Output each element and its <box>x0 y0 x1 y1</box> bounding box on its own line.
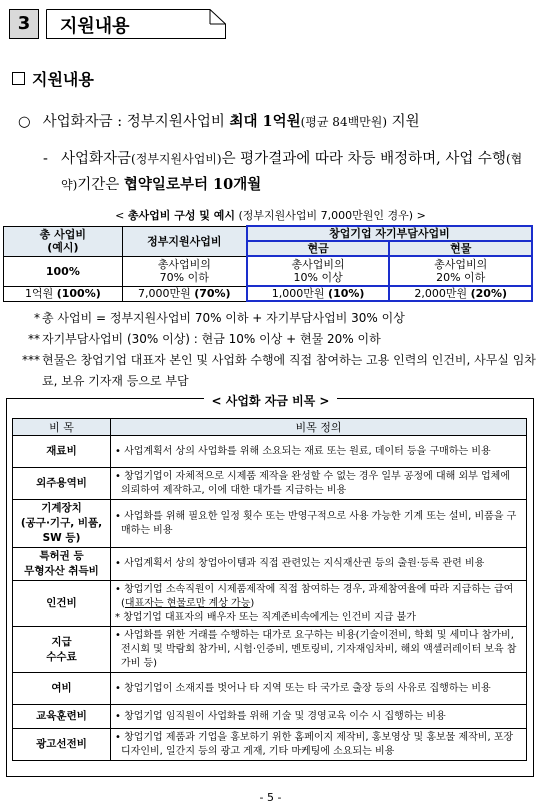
section-title: 지원내용 <box>60 16 130 37</box>
allocation-period: 협약일로부터 10개월 <box>123 176 262 193</box>
expense-name: 기계장치 (공구·기구, 비품, SW 등) <box>13 500 111 548</box>
budget-table <box>3 225 533 302</box>
header-total: 총 사업비 (예시) <box>4 226 123 256</box>
ratio-gov: 총사업비의 70% 이하 <box>122 256 247 286</box>
header-item: 비 목 <box>13 419 111 436</box>
budget-notes <box>12 308 537 392</box>
checkbox-icon <box>12 72 25 85</box>
amount-cash: 1,000만원 (10%) <box>247 286 390 301</box>
expense-desc: • 사업화를 위한 거래를 수행하는 대가로 요구하는 비용(기술이전비, 학회 및 세미나 참가비, 전시회 및 박람회 참가비, 시험·인증비, 멘토링비, 기자재임차비, 해외 액셀러레이터 보육 참가비 등) <box>111 627 527 673</box>
amount-gov: 7,000만원 (70%) <box>122 286 247 301</box>
funding-line-pre: 사업화자금 : 정부지원사업비 <box>42 114 230 130</box>
expense-desc: • 창업기업이 자체적으로 시제품 제작을 완성할 수 없는 경우 일부 공정에 대해 외부 업체에 의뢰하여 제작하고, 이에 대한 대가를 지급하는 비용 <box>111 468 527 500</box>
expense-name: 인건비 <box>13 581 111 627</box>
ratio-total: 100% <box>4 256 123 286</box>
funding-line-average: (평균 84백만원) <box>300 115 388 129</box>
expense-name: 교육훈련비 <box>13 705 111 729</box>
section-title-box <box>46 9 226 39</box>
amount-total: 1억원 (100%) <box>4 286 123 301</box>
page-number: - 5 - <box>259 791 282 804</box>
expense-desc: • 사업계획서 상의 창업아이템과 직접 관련있는 지식재산권 등의 출원·등록 관련 비용 <box>111 548 527 581</box>
expense-name: 지급 수수료 <box>13 627 111 673</box>
note-3: *** 현물은 창업기업 대표자 본인 및 사업화 수행에 직접 참여하는 고용 인력의 인건비, 사무실 임차료, 보유 기자재 등으로 부담 <box>22 353 536 388</box>
expense-table <box>12 418 527 761</box>
support-heading <box>12 67 94 90</box>
funding-line <box>18 110 420 131</box>
dash-bullet: - <box>43 151 48 167</box>
expense-desc: • 사업계획서 상의 사업화를 위해 소요되는 재료 또는 원료, 데이터 등을 구매하는 비용 <box>111 436 527 468</box>
expense-name: 특허권 등 무형자산 취득비 <box>13 548 111 581</box>
expense-desc: • 창업기업 임직원이 사업화를 위해 기술 및 경영교육 이수 시 집행하는 비용 <box>111 705 527 729</box>
note-2: ** 자기부담사업비 (30% 이상) : 현금 10% 이상 + 현물 20% 이하 <box>28 332 381 346</box>
section-number: 3 <box>9 9 39 39</box>
expense-desc: • 창업기업 소속직원이 시제품제작에 직접 참여하는 경우, 과제참여율에 따라 지급하는 급여 (대표자는 현물로만 계상 가능) * 창업기업 대표자의 배우자 또는 직계존비속에게는 인건비 지급 불가 <box>111 581 527 627</box>
expense-desc: • 창업기업 제품과 기업을 홍보하기 위한 홈페이지 제작비, 홍보영상 및 홍보물 제작비, 포장 디자인비, 일간지 등의 광고 게재, 기타 마케팅에 소요되는 비용 <box>111 729 527 761</box>
allocation-line <box>43 146 533 198</box>
funding-line-max: 최대 1억원 <box>229 113 301 130</box>
header-kind: 현물 <box>389 241 532 256</box>
budget-table-title: < 총사업비 구성 및 예시 (정부지원사업비 7,000만원인 경우) > <box>115 209 426 222</box>
header-self: 창업기업 자기부담사업비 <box>247 226 532 241</box>
note-1: * 총 사업비 = 정부지원사업비 70% 이하 + 자기부담사업비 30% 이상 <box>34 311 405 325</box>
header-cash: 현금 <box>247 241 390 256</box>
ratio-cash: 총사업비의 10% 이상 <box>247 256 390 286</box>
expense-desc: • 창업기업이 소재지를 벗어나 타 지역 또는 타 국가로 출장 등의 사유로 집행하는 비용 <box>111 673 527 705</box>
expense-name: 여비 <box>13 673 111 705</box>
expense-name: 광고선전비 <box>13 729 111 761</box>
allocation-text: 사업화자금(정부지원사업비)은 평가결과에 따라 차등 배정하며, 사업 수행(협약)기간은 협약일로부터 10개월 <box>61 151 523 193</box>
header-gov: 정부지원사업비 <box>122 226 247 256</box>
expense-name: 재료비 <box>13 436 111 468</box>
ratio-kind: 총사업비의 20% 이하 <box>389 256 532 286</box>
header-definition: 비목 정의 <box>111 419 527 436</box>
expense-table-title: < 사업화 자금 비목 > <box>0 392 541 409</box>
expense-name: 외주용역비 <box>13 468 111 500</box>
amount-kind: 2,000만원 (20%) <box>389 286 532 301</box>
circle-bullet-icon: ○ <box>18 114 31 130</box>
expense-desc: • 사업화를 위해 필요한 일정 횟수 또는 반영구적으로 사용 가능한 기계 또는 설비, 비품을 구매하는 비용 <box>111 500 527 548</box>
heading-text: 지원내용 <box>32 70 94 89</box>
funding-line-post: 지원 <box>387 114 420 130</box>
